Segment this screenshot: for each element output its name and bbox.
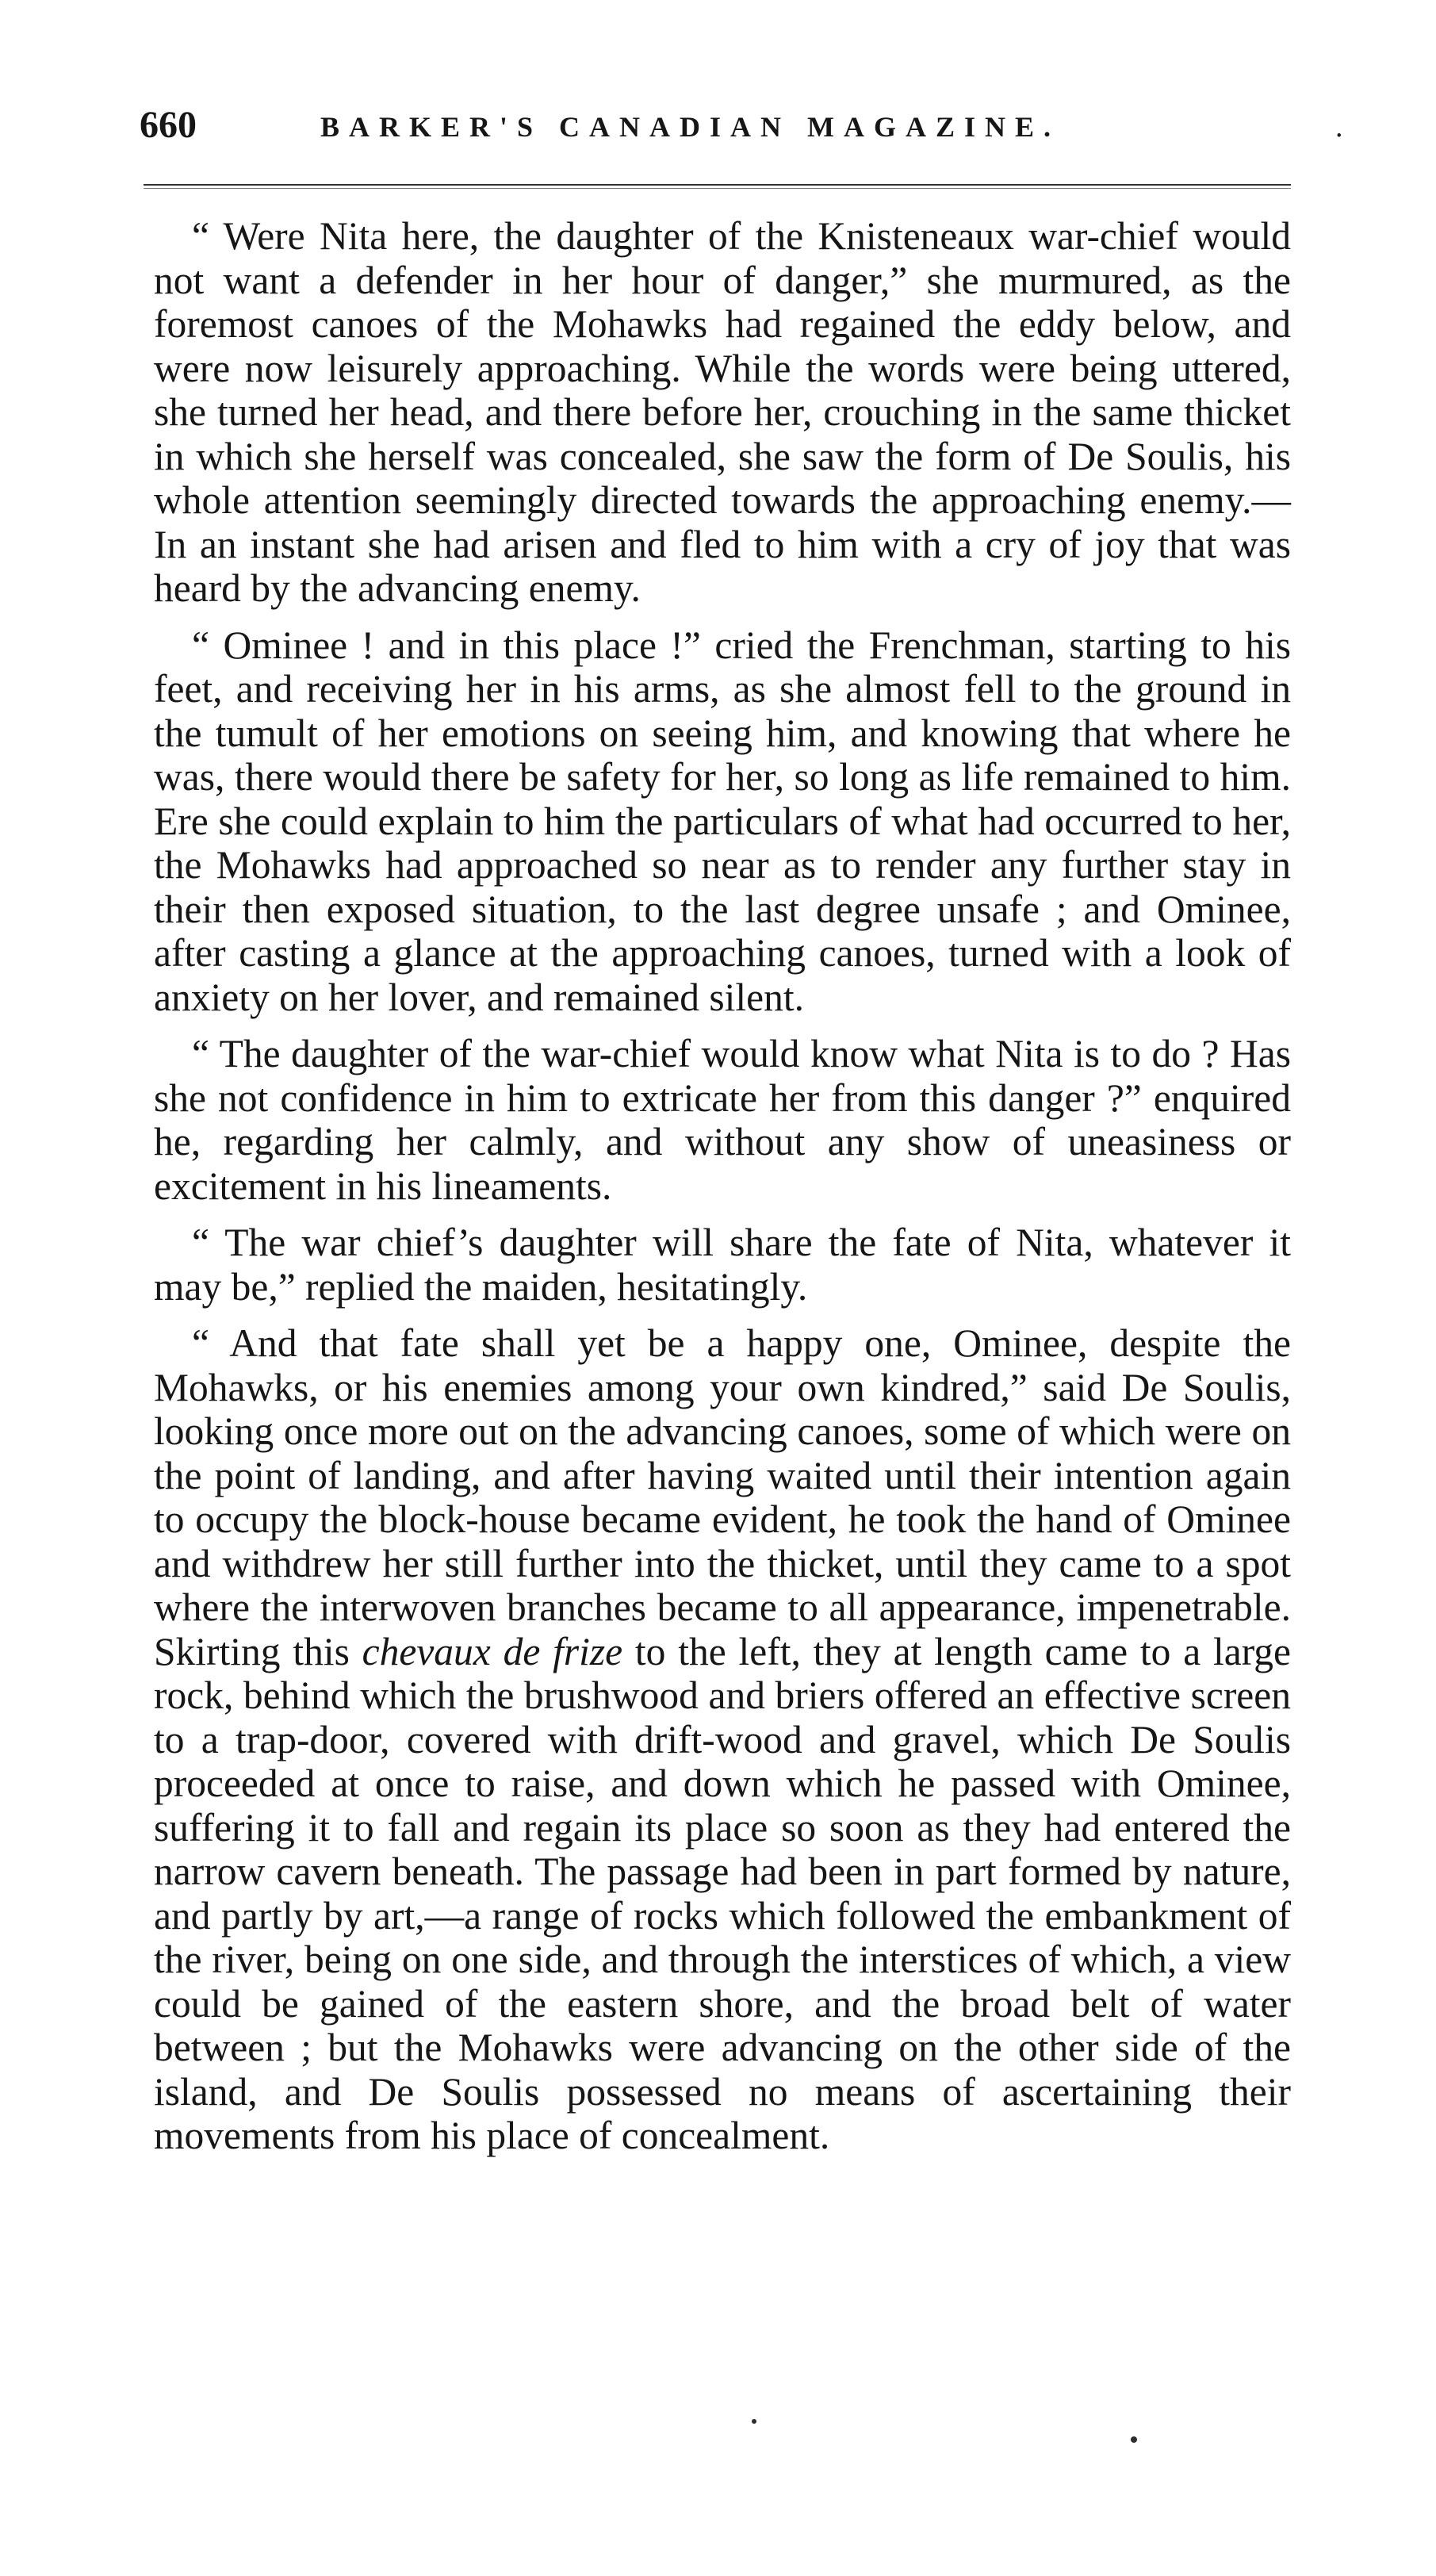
paragraph-5: [154, 1321, 1291, 2158]
stray-mark: [752, 2419, 756, 2424]
page-header: [140, 102, 1343, 159]
header-rule: [144, 184, 1291, 186]
header-trailing-mark: .: [1335, 110, 1343, 144]
paragraph-3: “ The daughter of the war-chief would know what Nita is to do ? Has she not confidence in him to extricate her from this danger ?” enquired he, regarding her calmly, and without any show of uneasiness or excitement in his lineaments.: [154, 1032, 1291, 1208]
stray-mark: [1131, 2436, 1137, 2443]
paragraph-4: “ The war chief’s daughter will share the fate of Nita, whatever it may be,” replied the maiden, hesitatingly.: [154, 1221, 1291, 1309]
page-number: 660: [140, 104, 197, 146]
italic-phrase: chevaux de frize: [362, 1629, 623, 1673]
running-title: BARKER'S CANADIAN MAGAZINE.: [320, 111, 1061, 143]
story-text: [154, 214, 1291, 2348]
paragraph-1: “ Were Nita here, the daughter of the Knisteneaux war-chief would not want a defender in her hour of danger,” she murmured, as the foremost canoes of the Mohawks had regained the eddy below, and were now leisurely approaching. While the words were being uttered, she turned her head, and there before her, crouching in the same thicket in which she herself was concealed, she saw the form of De Soulis, his whole attention seemingly directed towards the approaching enemy.— In an instant she had arisen and fled to him with a cry of joy that was heard by the advancing enemy.: [154, 214, 1291, 610]
paragraph-5-before-italic: “ And that fate shall yet be a happy one, Ominee, despite the Mohawks, or his enemies among your own kindred,” said De Soulis, looking once more out on the advancing canoes, some of which were on the point of landing, and after having waited until their intention again to occupy the block-house became evident, he took the hand of Ominee and withdrew her still further into the thicket, until they came to a spot where the interwoven branches became to all appearance, impenetrable. Skirting this: [154, 1321, 1291, 1673]
paragraph-2: “ Ominee ! and in this place !” cried the Frenchman, starting to his feet, and receiving her in his arms, as she almost fell to the ground in the tumult of her emotions on seeing him, and knowing that where he was, there would there be safety for her, so long as life remained to him. Ere she could explain to him the particulars of what had occurred to her, the Mohawks had approached so near as to render any further stay in their then exposed situation, to the last degree unsafe ; and Ominee, after casting a glance at the approaching canoes, turned with a look of anxiety on her lover, and remained silent.: [154, 623, 1291, 1019]
paragraph-5-after-italic: to the left, they at length came to a large rock, behind which the brushwood and briers offered an effective screen to a trap-door, covered with drift-wood and gravel, which De Soulis proceeded at once to raise, and down which he passed with Ominee, suffering it to fall and regain its place so soon as they had entered the narrow cavern beneath. The passage had been in part formed by nature, and partly by art,—a range of rocks which followed the embankment of the river, being on one side, and through the interstices of which, a view could be gained of the eastern shore, and the broad belt of water between ; but the Mohawks were advancing on the other side of the island, and De Soulis possessed no means of ascertaining their movements from his place of concealment.: [154, 1629, 1292, 2157]
